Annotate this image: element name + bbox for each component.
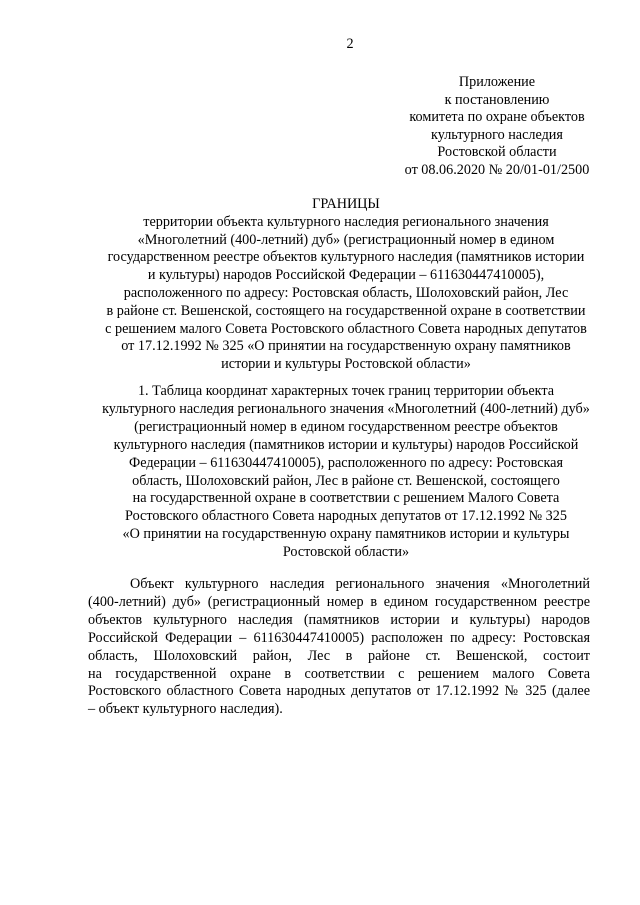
- page-number: 2: [346, 36, 354, 52]
- body-line: Российской Федерации – 611630447410005) расположен по адресу: Ростовская: [88, 629, 590, 646]
- title-line: «Многолетний (400-летний) дуб» (регистрационный номер в едином: [137, 231, 555, 248]
- title-line: государственном реестре объектов культурного наследия (памятников истории: [107, 249, 585, 266]
- title-line: в районе ст. Вешенской, состоящего на государственной охране в соответствии: [106, 302, 586, 319]
- table-heading-line: (регистрационный номер в едином государственном реестре объектов: [134, 418, 558, 435]
- appendix-line: культурного наследия: [431, 126, 563, 143]
- body-line: Ростовского областного Совета народных депутатов от 17.12.1992 № 325 (далее: [88, 683, 590, 700]
- body-line: на государственной охране в соответствии с решением малого Совета: [88, 665, 590, 682]
- title-line: с решением малого Совета Ростовского областного Совета народных депутатов: [105, 320, 587, 337]
- table-heading-line: Ростовской области»: [282, 544, 410, 561]
- table-heading-line: на государственной охране в соответствии с решением Малого Совета: [132, 490, 560, 507]
- appendix-line: Приложение: [458, 74, 536, 90]
- table-heading-line: 1. Таблица координат характерных точек границ территории объекта: [137, 383, 555, 399]
- appendix-block: [380, 74, 614, 179]
- document-title-block: [88, 196, 604, 374]
- table-heading-line: Ростовского областного Совета народных депутатов от 17.12.1992 № 325: [125, 508, 567, 525]
- appendix-line: комитета по охране объектов: [409, 109, 585, 125]
- title-line: и культуры) народов Российской Федерации – 611630447410005),: [147, 267, 545, 284]
- title-line: от 17.12.1992 № 325 «О принятии на государственную охрану памятников: [121, 338, 571, 355]
- table-heading-line: «О принятии на государственную охрану памятников истории и культуры: [122, 526, 570, 543]
- table-heading-line: культурного наследия регионального значения «Многолетний (400-летний) дуб»: [102, 400, 590, 417]
- body-line: (400-летний) дуб» (регистрационный номер в едином государственном реестре: [88, 593, 590, 610]
- table-heading-line: область, Шолоховский район, Лес в районе ст. Вешенской, состоящего: [132, 472, 560, 489]
- table-heading-line: Федерации – 611630447410005), расположенного по адресу: Ростовская: [129, 454, 563, 471]
- body-line: область, Шолоховский район, Лес в районе ст. Вешенской, состоит: [88, 647, 590, 664]
- table-heading-line: культурного наследия (памятников истории и культуры) народов Российской: [113, 436, 579, 453]
- body-line: Объект культурного наследия регионального значения «Многолетний: [130, 576, 590, 592]
- appendix-line: к постановлению: [444, 91, 550, 108]
- title-line: расположенного по адресу: Ростовская область, Шолоховский район, Лес: [123, 284, 569, 301]
- body-line: объектов культурного наследия (памятников истории и культуры) народов: [88, 611, 590, 628]
- document-title: ГРАНИЦЫ: [312, 196, 380, 212]
- appendix-line: Ростовской области: [437, 144, 557, 160]
- body-line: – объект культурного наследия).: [88, 701, 283, 718]
- body-paragraph: [88, 576, 590, 719]
- title-line: территории объекта культурного наследия регионального значения: [143, 213, 549, 230]
- title-line: истории и культуры Ростовской области»: [221, 356, 471, 373]
- appendix-line: от 08.06.2020 № 20/01-01/2500: [404, 161, 590, 178]
- table-heading-block: [88, 383, 604, 562]
